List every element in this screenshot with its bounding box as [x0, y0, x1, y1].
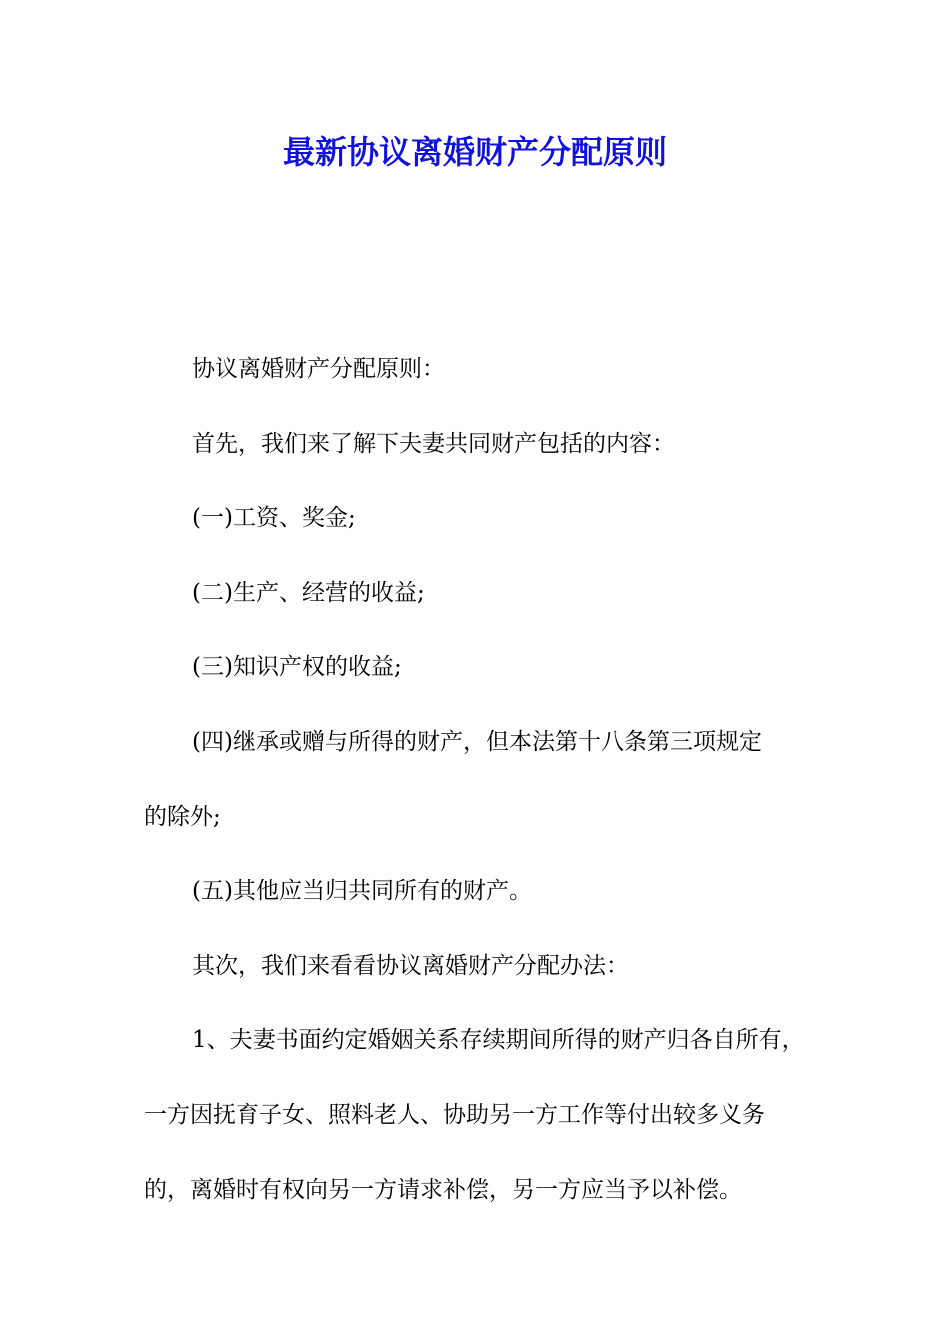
paragraph-first: 首先，我们来了解下夫妻共同财产包括的内容： — [192, 430, 675, 457]
method-1-line-1: 1、夫妻书面约定婚姻关系存续期间所得的财产归各自所有， — [192, 1027, 805, 1054]
paragraph-second: 其次，我们来看看协议离婚财产分配办法： — [192, 952, 629, 979]
document-body — [144, 332, 824, 1227]
list-item-2: (二)生产、经营的收益; — [192, 579, 425, 606]
list-item-4-line-1: (四)继承或赠与所得的财产，但本法第十八条第三项规定 — [192, 728, 762, 755]
paragraph-intro: 协议离婚财产分配原则： — [192, 356, 445, 382]
list-item-5: (五)其他应当归共同所有的财产。 — [192, 878, 532, 905]
document-title: 最新协议离婚财产分配原则 — [282, 133, 667, 171]
method-1-line-2: 一方因抚育子女、照料老人、协助另一方工作等付出较多义务 — [144, 1101, 765, 1128]
list-item-1: (一)工资、奖金; — [192, 505, 356, 532]
list-item-4-line-2: 的除外; — [144, 803, 221, 830]
method-1-line-3: 的，离婚时有权向另一方请求补偿，另一方应当予以补偿。 — [144, 1176, 742, 1203]
list-item-3: (三)知识产权的收益; — [192, 654, 402, 681]
